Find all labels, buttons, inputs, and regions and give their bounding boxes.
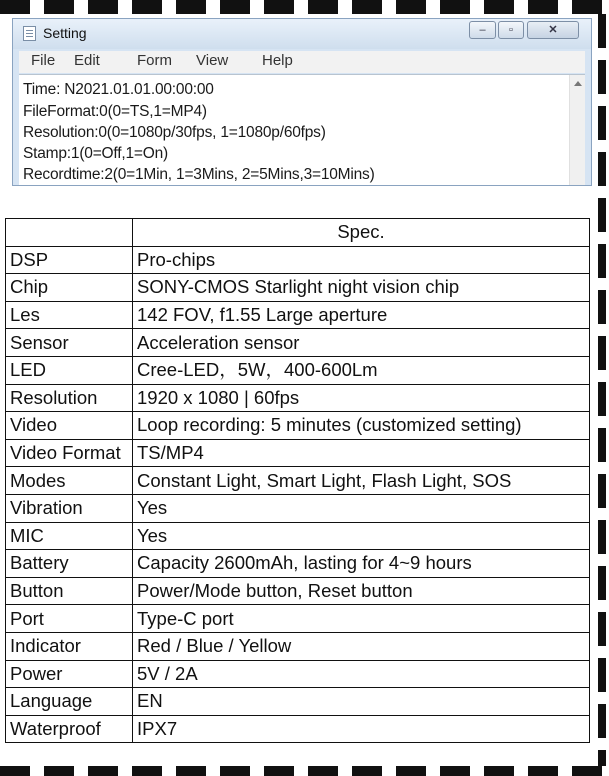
minimize-button[interactable]: – bbox=[469, 21, 496, 39]
table-row bbox=[6, 632, 590, 660]
spec-label-cell: Waterproof bbox=[6, 715, 133, 743]
spec-value-cell: Cree-LED，5W，400-600Lm bbox=[133, 356, 590, 384]
table-row bbox=[6, 384, 590, 412]
spec-table-body bbox=[6, 246, 590, 743]
table-row bbox=[6, 439, 590, 467]
spec-label-cell: Modes bbox=[6, 467, 133, 495]
table-header-row bbox=[6, 219, 590, 247]
spec-value-cell: Yes bbox=[133, 494, 590, 522]
spec-value-cell: TS/MP4 bbox=[133, 439, 590, 467]
table-row bbox=[6, 522, 590, 550]
spec-value-cell: Yes bbox=[133, 522, 590, 550]
spec-table bbox=[5, 218, 590, 743]
spec-label-cell: Button bbox=[6, 577, 133, 605]
menu-edit[interactable]: Edit bbox=[74, 52, 100, 69]
table-row bbox=[6, 274, 590, 302]
spec-label-cell: Vibration bbox=[6, 494, 133, 522]
setting-line-stamp: Stamp:1(0=Off,1=On) bbox=[23, 145, 168, 162]
table-row bbox=[6, 246, 590, 274]
spec-label-cell: Battery bbox=[6, 550, 133, 578]
spec-value-cell: Constant Light, Smart Light, Flash Light, SOS bbox=[133, 467, 590, 495]
table-header-spec: Spec. bbox=[133, 219, 590, 247]
table-row bbox=[6, 467, 590, 495]
spec-label-cell: Chip bbox=[6, 274, 133, 302]
table-row bbox=[6, 412, 590, 440]
vertical-scrollbar[interactable] bbox=[569, 75, 585, 186]
close-button[interactable]: ✕ bbox=[527, 21, 579, 39]
spec-value-cell: Capacity 2600mAh, lasting for 4~9 hours bbox=[133, 550, 590, 578]
spec-label-cell: DSP bbox=[6, 246, 133, 274]
spec-label-cell: MIC bbox=[6, 522, 133, 550]
spec-value-cell: Pro-chips bbox=[133, 246, 590, 274]
spec-label-cell: LED bbox=[6, 356, 133, 384]
spec-label-cell: Sensor bbox=[6, 329, 133, 357]
window-title: Setting bbox=[43, 25, 87, 41]
table-row bbox=[6, 494, 590, 522]
spec-label-cell: Power bbox=[6, 660, 133, 688]
spec-value-cell: Red / Blue / Yellow bbox=[133, 632, 590, 660]
setting-line-recordtime: Recordtime:2(0=1Min, 1=3Mins, 2=5Mins,3=10Mins) bbox=[23, 166, 375, 183]
spec-value-cell: IPX7 bbox=[133, 715, 590, 743]
table-row bbox=[6, 688, 590, 716]
menu-view[interactable]: View bbox=[196, 52, 229, 69]
table-row bbox=[6, 301, 590, 329]
table-row bbox=[6, 550, 590, 578]
menu-form[interactable]: Form bbox=[137, 52, 172, 69]
spec-value-cell: 142 FOV, f1.55 Large aperture bbox=[133, 301, 590, 329]
table-header-label bbox=[6, 219, 133, 247]
table-row bbox=[6, 605, 590, 633]
spec-value-cell: Acceleration sensor bbox=[133, 329, 590, 357]
menu-bar bbox=[19, 51, 585, 73]
spec-label-cell: Resolution bbox=[6, 384, 133, 412]
spec-label-cell: Video Format bbox=[6, 439, 133, 467]
spec-value-cell: 1920 x 1080 | 60fps bbox=[133, 384, 590, 412]
dashed-border-right bbox=[598, 14, 606, 766]
dashed-border-top bbox=[0, 0, 609, 14]
scroll-up-arrow-icon[interactable] bbox=[574, 81, 582, 86]
spec-value-cell: Power/Mode button, Reset button bbox=[133, 577, 590, 605]
spec-label-cell: Port bbox=[6, 605, 133, 633]
table-row bbox=[6, 356, 590, 384]
spec-value-cell: Loop recording: 5 minutes (customized setting) bbox=[133, 412, 590, 440]
table-row bbox=[6, 715, 590, 743]
settings-window bbox=[12, 18, 592, 186]
setting-line-resolution: Resolution:0(0=1080p/30fps, 1=1080p/60fps) bbox=[23, 124, 326, 141]
spec-label-cell: Video bbox=[6, 412, 133, 440]
spec-label-cell: Les bbox=[6, 301, 133, 329]
table-row bbox=[6, 329, 590, 357]
spec-value-cell: 5V / 2A bbox=[133, 660, 590, 688]
window-titlebar[interactable] bbox=[13, 19, 591, 49]
maximize-button[interactable]: ▫ bbox=[498, 21, 524, 39]
table-row bbox=[6, 577, 590, 605]
menu-help[interactable]: Help bbox=[262, 52, 293, 69]
menu-file[interactable]: File bbox=[31, 52, 56, 69]
setting-line-fileformat: FileFormat:0(0=TS,1=MP4) bbox=[23, 103, 207, 120]
dashed-border-bottom bbox=[0, 766, 609, 776]
spec-value-cell: SONY-CMOS Starlight night vision chip bbox=[133, 274, 590, 302]
notepad-icon bbox=[23, 26, 36, 41]
spec-value-cell: Type-C port bbox=[133, 605, 590, 633]
settings-text-area[interactable] bbox=[19, 74, 585, 186]
table-row bbox=[6, 660, 590, 688]
spec-label-cell: Indicator bbox=[6, 632, 133, 660]
spec-label-cell: Language bbox=[6, 688, 133, 716]
setting-line-time: Time: N2021.01.01.00:00:00 bbox=[23, 81, 214, 98]
spec-value-cell: EN bbox=[133, 688, 590, 716]
